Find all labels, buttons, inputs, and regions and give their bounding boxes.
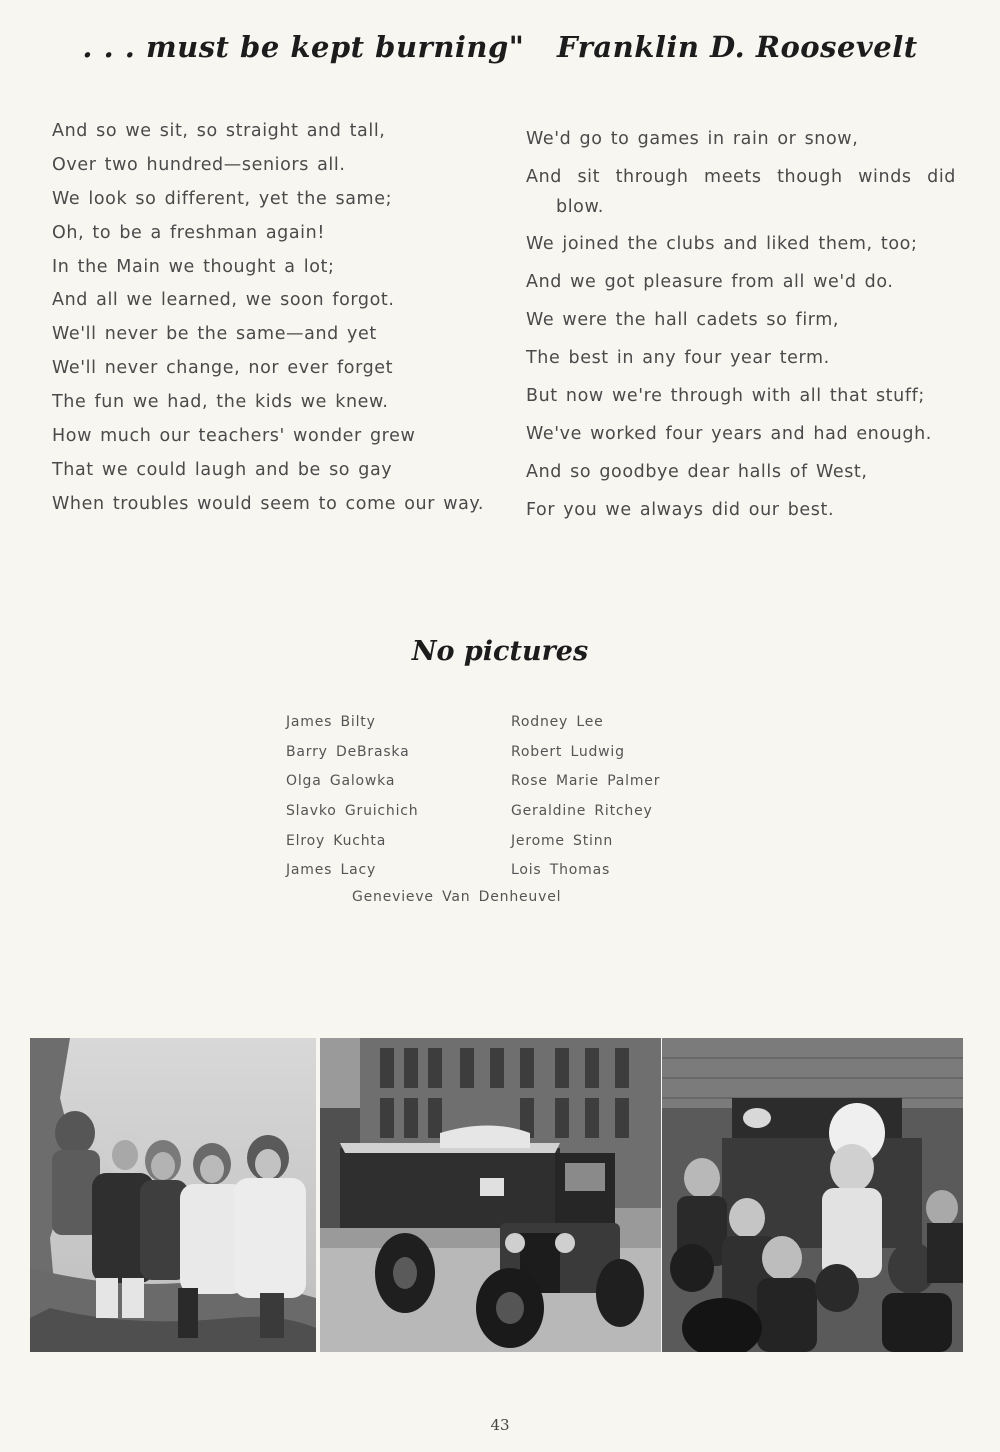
student-name: Lois Thomas [511,862,611,879]
photo-truck [320,1038,661,1352]
poem-line: That we could laugh and be so gay [52,459,393,480]
poem-line: Over two hundred—seniors all. [52,154,346,175]
header-quote: . . . must be kept burning" [82,30,525,64]
poem-line-continuation: blow. [556,197,604,217]
student-name: Elroy Kuchta [286,832,387,849]
student-name: Rose Marie Palmer [511,773,661,790]
poem-line: We were the hall cadets so firm, [526,310,840,330]
student-name: Robert Ludwig [511,743,625,760]
poem-right-column [526,120,956,529]
page-header [0,30,1000,64]
poem-line: For you we always did our best. [526,500,835,520]
student-name: Slavko Gruichich [286,803,419,820]
student-name: James Lacy [286,862,377,879]
poem-line: We'd go to games in rain or snow, [526,129,859,149]
poem-line: And so goodbye dear halls of West, [526,462,868,482]
poem-line: We'll never be the same—and yet [52,324,377,345]
poem-line: And so we sit, so straight and tall, [52,121,386,141]
poem-line: And we got pleasure from all we'd do. [526,272,894,292]
poem-line: And all we learned, we soon forgot. [52,290,395,311]
photo-refreshment-stand [662,1038,963,1352]
student-name: Jerome Stinn [511,832,614,849]
poem-line: And sit through meets though winds did [526,167,956,187]
photo-girls-on-wall [30,1038,316,1352]
poem-left-column [52,115,492,522]
poem-line: The fun we had, the kids we knew. [52,392,389,413]
student-name: Barry DeBraska [286,743,410,760]
poem-line: We've worked four years and had enough. [526,424,932,444]
no-pictures-title: No pictures [411,636,589,667]
student-name: James Bilty [286,714,376,730]
no-pictures-right-list [511,708,660,886]
student-name: Rodney Lee [511,714,604,730]
student-name-centered: Genevieve Van Denheuvel [352,889,562,905]
poem-line: We joined the clubs and liked them, too; [526,234,918,254]
student-name: Geraldine Ritchey [511,803,653,820]
poem-line: But now we're through with all that stuff; [526,386,925,406]
poem-line: The best in any four year term. [526,348,830,368]
poem-line: How much our teachers' wonder grew [52,426,416,447]
poem-line: We'll never change, nor ever forget [52,358,394,379]
poem-line: In the Main we thought a lot; [52,256,335,277]
student-name: Olga Galowka [286,773,396,790]
page-number: 43 [490,1416,510,1434]
poem-line: We look so different, yet the same; [52,188,393,209]
poem-line: When troubles would seem to come our way. [52,493,485,514]
header-attribution: Franklin D. Roosevelt [557,30,918,64]
poem-line: Oh, to be a freshman again! [52,222,325,243]
no-pictures-left-list [286,708,418,886]
